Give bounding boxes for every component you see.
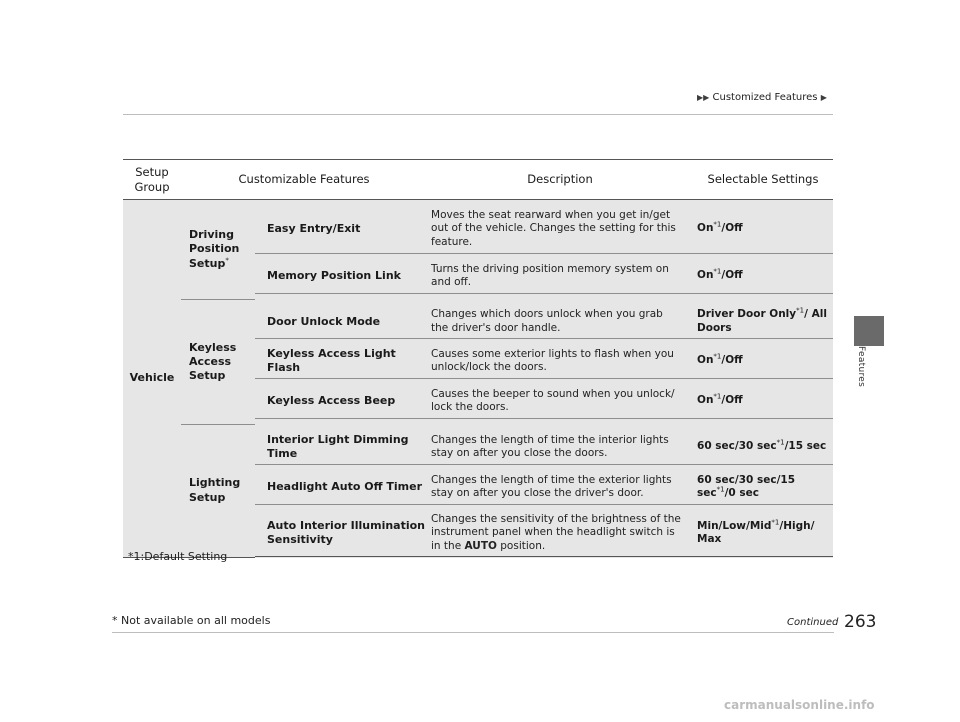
header-description: Description	[427, 160, 693, 200]
group-vehicle: Vehicle	[123, 200, 181, 558]
top-rule	[123, 114, 833, 115]
section-tab-label: Features	[856, 346, 866, 388]
page-number: 263	[844, 612, 877, 632]
table-row: Keyless Access Beep Causes the beeper to sound when you unlock/ lock the doors. On$^{*1}$/Off	[123, 385, 833, 419]
availability-note: * Not available on all models	[112, 614, 271, 627]
default-setting-footnote: *1:Default Setting	[128, 550, 228, 563]
header-selectable-settings: Selectable Settings	[693, 160, 833, 200]
customization-table	[123, 159, 833, 558]
table-row: Memory Position Link Turns the driving position memory system on and off. On$^{*1}$/Off	[123, 260, 833, 294]
table-row: Auto Interior Illumination Sensitivity Changes the sensitivity of the brightness of the instrument panel when the headlight switch is in the AUTO position. Min/Low/Mid$^{*1}$/High/ Max	[123, 511, 833, 557]
table-header-row	[123, 160, 833, 200]
breadcrumb-label: Customized Features	[712, 92, 818, 103]
header-setup-group: Setup Group	[123, 160, 181, 200]
subgroup-keyless-access-setup: Keyless Access Setup	[181, 300, 255, 425]
section-tab	[854, 316, 884, 346]
header-customizable-features: Customizable Features	[181, 160, 427, 200]
continued-label: Continued	[787, 617, 839, 628]
arrow-icon: ▶	[820, 93, 827, 102]
watermark: carmanualsonline.info	[724, 698, 875, 712]
table-row: Easy Entry/Exit Moves the seat rearward when you get in/get out of the vehicle. Changes the setting for this feature. On$^{*1}$/Off	[123, 206, 833, 254]
table-row: Door Unlock Mode Changes which doors unlock when you grab the driver's door handle. Driver Door Only$^{*1}$/ All Doors	[123, 306, 833, 339]
bottom-rule	[112, 632, 834, 633]
table-row: Headlight Auto Off Timer Changes the length of time the exterior lights stay on after you close the driver's door. 60 sec/30 sec/15 $\sec^{*1}/0$ sec	[123, 471, 833, 505]
subgroup-lighting-setup: Lighting Setup	[181, 425, 255, 558]
breadcrumb	[697, 92, 827, 103]
table-row: Interior Light Dimming Time Changes the length of time the interior lights stay on after you close the doors. 60 sec/30 $\sec^{*1}/15$ sec	[123, 431, 833, 465]
subgroup-driving-position-setup: Driving Position Setup*	[181, 200, 255, 300]
table-row: Keyless Access Light Flash Causes some exterior lights to flash when you unlock/lock the doors. On$^{*1}$/Off	[123, 345, 833, 379]
double-arrow-icon: ▶▶	[697, 93, 710, 102]
